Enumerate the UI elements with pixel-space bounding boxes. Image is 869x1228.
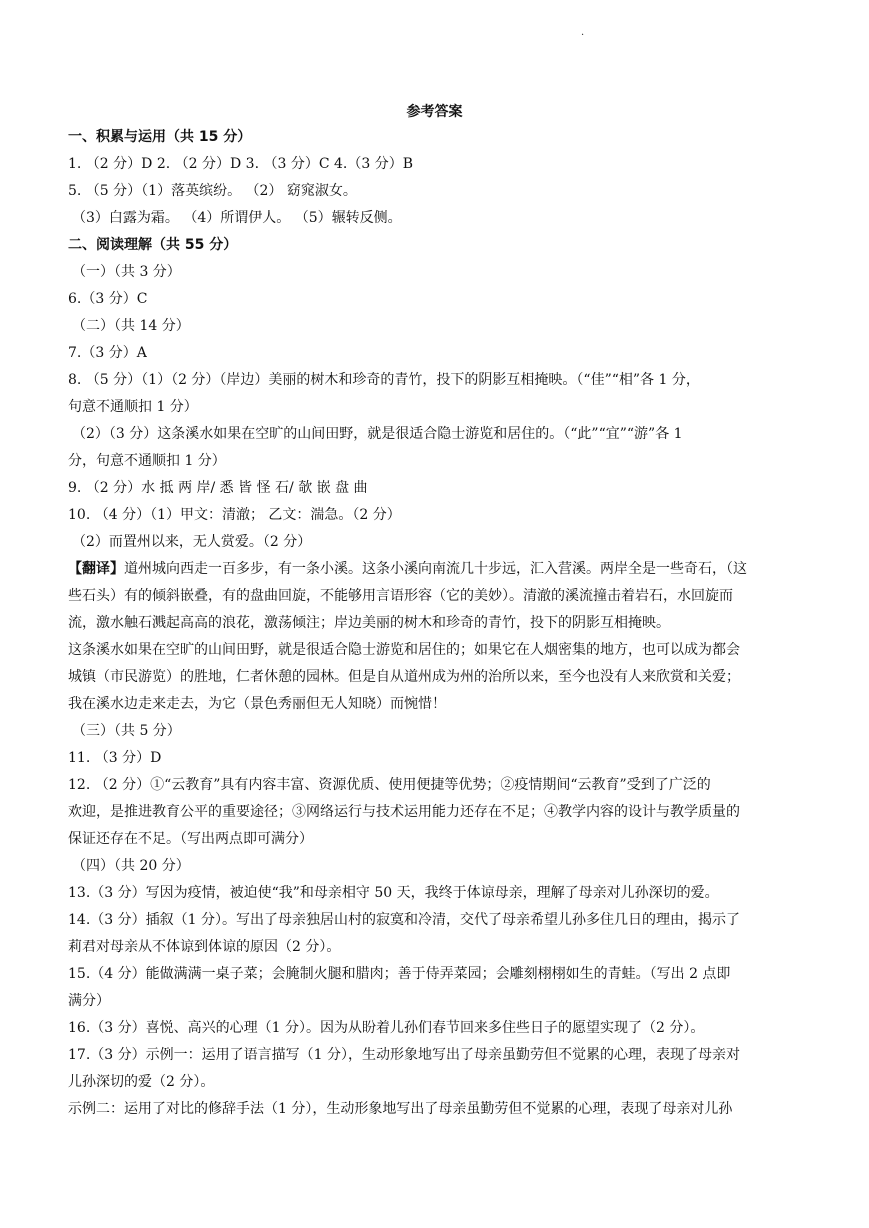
answer-line bbox=[68, 610, 808, 637]
line-text: 这条溪水如果在空旷的山间田野，就是很适合隐士游览和居住的；如果它在人烟密集的地方，也可以成为都会 bbox=[68, 642, 740, 658]
line-text: 12. （2 分）①“云教育”具有内容丰富、资源优质、使用便捷等优势；②疫情期间“云教育”受到了广泛的 bbox=[68, 777, 711, 793]
answer-line bbox=[68, 1096, 808, 1123]
answer-line bbox=[68, 529, 808, 556]
answer-line bbox=[68, 583, 808, 610]
section-heading bbox=[68, 232, 808, 259]
line-text: （2）（3 分）这条溪水如果在空旷的山间田野，就是很适合隐士游览和居住的。（“此”“宜”“游”各 1 bbox=[72, 426, 683, 442]
answer-line bbox=[68, 826, 808, 853]
line-text: 16.（3 分）喜悦、高兴的心理（1 分）。因为从盼着儿孙们春节回来多住些日子的愿望实现了（2 分）。 bbox=[68, 1020, 705, 1036]
line-text: 1. （2 分）D 2. （2 分）D 3. （3 分）C 4.（3 分）B bbox=[68, 156, 414, 172]
line-text: 示例二：运用了对比的修辞手法（1 分），生动形象地写出了母亲虽勤劳但不觉累的心理，表现了母亲对儿孙 bbox=[68, 1101, 733, 1117]
answer-line bbox=[68, 853, 808, 880]
line-text: （四）（共 20 分） bbox=[72, 858, 190, 874]
line-text: 莉君对母亲从不体谅到体谅的原因（2 分）。 bbox=[68, 939, 341, 955]
line-text: （2）而置州以来，无人赏爱。（2 分） bbox=[72, 534, 312, 550]
answer-line bbox=[68, 502, 808, 529]
line-text: 7.（3 分）A bbox=[68, 345, 147, 361]
answer-line bbox=[68, 988, 808, 1015]
answer-line bbox=[68, 1015, 808, 1042]
line-text: 11. （3 分）D bbox=[68, 750, 162, 766]
answer-line bbox=[68, 421, 808, 448]
answer-line bbox=[68, 691, 808, 718]
line-text: 儿孙深切的爱（2 分）。 bbox=[68, 1074, 215, 1090]
line-text: 满分） bbox=[68, 993, 110, 1009]
answer-line bbox=[68, 259, 808, 286]
line-text: 14.（3 分）插叙（1 分）。写出了母亲独居山村的寂寞和冷清，交代了母亲希望儿孙多住几日的理由，揭示了 bbox=[68, 912, 740, 928]
line-text: 8. （5 分）（1）（2 分）（岸边）美丽的树木和珍奇的青竹，投下的阴影互相掩映。（“佳”“相”各 1 分， bbox=[68, 372, 700, 388]
answer-line bbox=[68, 367, 808, 394]
line-text: 保证还存在不足。（写出两点即可满分） bbox=[68, 831, 313, 847]
line-text: 一、积累与运用（共 15 分） bbox=[68, 129, 252, 145]
line-text: 些石头）有的倾斜嵌叠，有的盘曲回旋，不能够用言语形容（它的美妙）。清澈的溪流撞击着岩石，水回旋而 bbox=[68, 588, 733, 604]
line-text: 13.（3 分）写因为疫情，被迫使“我”和母亲相守 50 天，我终于体谅母亲，理解了母亲对儿孙深切的爱。 bbox=[68, 885, 719, 901]
answer-line bbox=[68, 1069, 808, 1096]
line-text: 城镇（市民游览）的胜地，仁者休憩的园林。但是自从道州成为州的治所以来，至今也没有人来欣赏和关爱； bbox=[68, 669, 740, 685]
answer-line bbox=[68, 718, 808, 745]
line-text: 17.（3 分）示例一：运用了语言描写（1 分），生动形象地写出了母亲虽勤劳但不觉累的心理，表现了母亲对 bbox=[68, 1047, 740, 1063]
answer-line bbox=[68, 799, 808, 826]
answer-content bbox=[68, 124, 808, 1123]
line-text: 二、阅读理解（共 55 分） bbox=[68, 237, 238, 253]
line-text: 10. （4 分）（1）甲文：清澈； 乙文：湍急。（2 分） bbox=[68, 507, 401, 523]
answer-line bbox=[68, 205, 808, 232]
answer-line bbox=[68, 340, 808, 367]
line-text: 我在溪水边走来走去，为它（景色秀丽但无人知晓）而惋惜！ bbox=[68, 696, 446, 712]
answer-line bbox=[68, 313, 808, 340]
line-text: 9. （2 分）水 抵 两 岸/ 悉 皆 怪 石/ 欹 嵌 盘 曲 bbox=[68, 480, 368, 496]
line-text: （一）（共 3 分） bbox=[72, 264, 181, 280]
answer-line bbox=[68, 637, 808, 664]
answer-line bbox=[68, 178, 808, 205]
answer-line bbox=[68, 664, 808, 691]
answer-line bbox=[68, 880, 808, 907]
answer-line bbox=[68, 934, 808, 961]
line-text: 欢迎，是推进教育公平的重要途径；③网络运行与技术运用能力还存在不足；④教学内容的设计与教学质量的 bbox=[68, 804, 740, 820]
line-text: （三）（共 5 分） bbox=[72, 723, 181, 739]
line-text: 15.（4 分）能做满满一桌子菜；会腌制火腿和腊肉；善于侍弄菜园；会雕刻栩栩如生的青蛙。（写出 2 点即 bbox=[68, 966, 731, 982]
answer-line bbox=[68, 745, 808, 772]
line-text: 句意不通顺扣 1 分） bbox=[68, 399, 198, 415]
line-text: 流，激水触石溅起高高的浪花，激荡倾注；岸边美丽的树木和珍奇的青竹，投下的阴影互相掩映。 bbox=[68, 615, 670, 631]
line-text: 6.（3 分）C bbox=[68, 291, 148, 307]
answer-line bbox=[68, 907, 808, 934]
answer-line bbox=[68, 151, 808, 178]
header-dot: · bbox=[581, 30, 585, 41]
page-title: 参考答案 bbox=[406, 104, 463, 120]
translation-label: 【翻译】 bbox=[68, 561, 124, 577]
answer-line bbox=[68, 394, 808, 421]
answer-line bbox=[68, 772, 808, 799]
answer-line bbox=[68, 1042, 808, 1069]
answer-line bbox=[68, 475, 808, 502]
answer-line bbox=[68, 448, 808, 475]
line-text: （二）（共 14 分） bbox=[72, 318, 190, 334]
answer-line bbox=[68, 286, 808, 313]
answer-line bbox=[68, 961, 808, 988]
line-text: 5. （5 分）（1）落英缤纷。 （2） 窈窕淑女。 bbox=[68, 183, 357, 199]
line-text: 分，句意不通顺扣 1 分） bbox=[68, 453, 226, 469]
answer-line bbox=[68, 556, 808, 583]
line-text: 道州城向西走一百多步，有一条小溪。这条小溪向南流几十步远，汇入营溪。两岸全是一些奇石，（这 bbox=[124, 561, 747, 577]
section-heading bbox=[68, 124, 808, 151]
line-text: （3）白露为霜。 （4）所谓伊人。 （5）辗转反侧。 bbox=[72, 210, 402, 226]
